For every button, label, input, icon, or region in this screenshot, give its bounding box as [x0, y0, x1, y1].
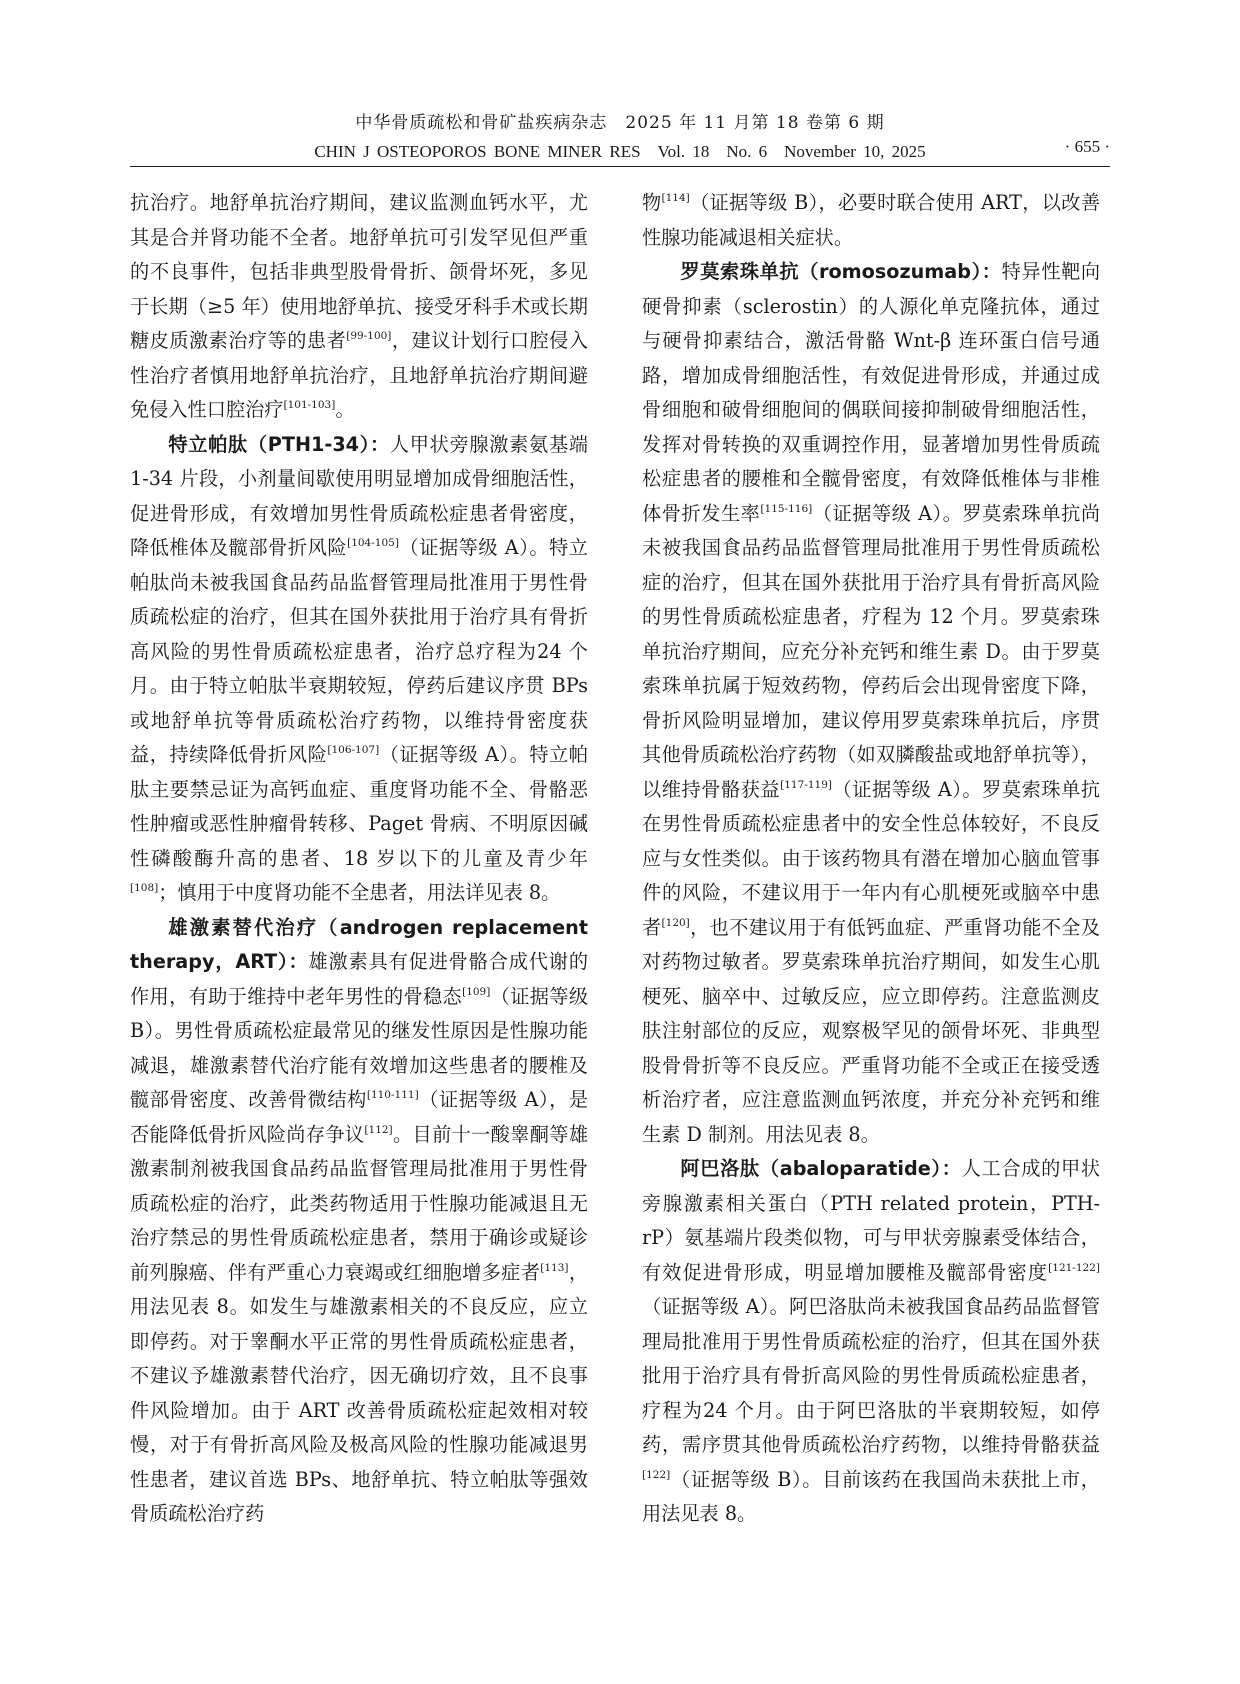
journal-title-en: CHIN J OSTEOPOROS BONE MINER RES Vol. 18 No. 6 November 10, 2025 [314, 142, 926, 161]
citation: [108] [130, 882, 159, 894]
paragraph-androgen-replacement [130, 911, 588, 1532]
body-text: 特异性靶向硬骨抑素（sclerostin）的人源化单克隆抗体，通过与硬骨抑素结合，激活骨骼 Wnt-β 连环蛋白信号通路，增加成骨细胞活性，有效促进骨形成，并通过成骨细胞和破骨细胞间的偶联间接抑制破骨细胞活性，发挥对骨转换的双重调控作用，显著增加男性骨质疏松症患者的腰椎和全髋骨密度，有效降低椎体与非椎体骨折发生率 [642, 260, 1101, 525]
citation: [110-111] [366, 1089, 419, 1101]
section-heading-teriparatide: 特立帕肽（PTH1-34）： [168, 432, 390, 456]
journal-title-cn: 中华骨质疏松和骨矿盐疾病杂志 2025 年 11 月第 18 卷第 6 期 [355, 113, 885, 133]
section-heading-art: 雄激素替代治疗（androgen replacement therapy，ART）： [130, 915, 588, 973]
paragraph-teriparatide [130, 428, 588, 911]
body-text: （证据等级 A）。罗莫索珠单抗尚未被我国食品药品监督管理局批准用于男性骨质疏松症的治疗，但其在国外获批用于治疗具有骨折高风险的男性骨质疏松症患者，疗程为 12 个月。罗莫索珠单抗治疗期间，应充分补充钙和维生素 D。由于罗莫索珠单抗属于短效药物，停药后会出现骨密度下降，骨折风险明显增加，建议停用罗莫索珠单抗后，序贯其他骨质疏松治疗药物（如双膦酸盐或地舒单抗等），以维持骨骼获益 [642, 501, 1101, 801]
body-text: 。目前十一酸睾酮等雄激素制剂被我国食品药品监督管理局批准用于男性骨质疏松症的治疗，此类药物适用于性腺功能减退且无治疗禁忌的男性骨质疏松症患者，禁用于确诊或疑诊前列腺癌、伴有严重心力衰竭或红细胞增多症者 [130, 1122, 589, 1284]
citation: [101-103] [283, 399, 336, 411]
citation: [109] [462, 985, 491, 998]
body-text: （证据等级 A）。特立帕肽尚未被我国食品药品监督管理局批准用于男性骨质疏松症的治疗，但其在国外获批用于治疗具有骨折高风险的男性骨质疏松症患者，治疗总疗程为24 个月。由于特立帕肽半衰期较短，停药后建议序贯 BPs 或地舒单抗等骨质疏松治疗药物，以维持骨密度获益，持续降低骨折风险 [130, 536, 588, 766]
citation: [113] [540, 1261, 569, 1274]
citation: [120] [661, 916, 690, 929]
left-column [130, 186, 588, 1532]
body-text: 雄激素具有促进骨骼合成代谢的作用，有助于维持中老年男性的骨稳态 [130, 950, 589, 1008]
citation: [114] [661, 192, 690, 204]
citation: [115-116] [760, 502, 813, 515]
body-text: （证据等级 B），必要时联合使用 ART，以改善性腺功能减退相关症状。 [642, 191, 1101, 249]
paragraph-abaloparatide [642, 1152, 1100, 1532]
running-header [130, 104, 1110, 170]
paragraph-art-continued [642, 186, 1100, 255]
section-heading-romosozumab: 罗莫索珠单抗（romosozumab）： [680, 260, 1002, 283]
citation: [106-107] [327, 744, 380, 756]
paragraph-romosozumab [642, 255, 1100, 1152]
body-text: 人工合成的甲状旁腺激素相关蛋白（PTH related protein，PTH-rP）氨基端片段类似物，可与甲状旁腺素受体结合，有效促进骨形成，明显增加腰椎及髋部骨密度 [642, 1157, 1101, 1284]
page-number: · 655 · [1064, 137, 1110, 156]
body-text: （证据等级 A）。阿巴洛肽尚未被我国食品药品监督管理局批准用于男性骨质疏松症的治疗，但其在国外获批用于治疗具有骨折高风险的男性骨质疏松症患者，疗程为24 个月。由于阿巴洛肽的半衰期较短，如停药，需序贯其他骨质疏松治疗药物，以维持骨骼获益 [642, 1295, 1100, 1456]
body-text: ，也不建议用于有低钙血症、严重肾功能不全及对药物过敏者。罗莫索珠单抗治疗期间，如发生心肌梗死、脑卒中、过敏反应，应立即停药。注意监测皮肤注射部位的反应，观察极罕见的颌骨坏死、非典型股骨骨折等不良反应。严重肾功能不全或正在接受透析治疗者，应注意监测血钙浓度，并充分补充钙和维生素 D 制剂。用法见表 8。 [642, 915, 1101, 1146]
body-text: ，用法见表 8。如发生与雄激素相关的不良反应，应立即停药。对于睾酮水平正常的男性骨质疏松症患者，不建议予雄激素替代治疗，因无确切疗效，且不良事件风险增加。由于 ART 改善骨质疏松症起效相对较慢，对于有骨折高风险及极高风险的性腺功能减退男性患者，建议首选 BPs、地舒单抗、特立帕肽等强效骨质疏松治疗药 [130, 1260, 589, 1525]
citation: [112] [364, 1123, 393, 1136]
section-heading-abaloparatide: 阿巴洛肽（abaloparatide）： [680, 1157, 962, 1180]
body-text: 。 [335, 398, 355, 421]
body-text: ，建议计划行口腔侵入性治疗者慎用地舒单抗治疗，且地舒单抗治疗期间避免侵入性口腔治疗 [130, 329, 589, 421]
body-text: ；慎用于中度肾功能不全患者，用法详见表 8。 [158, 881, 561, 904]
citation: [104-105] [347, 537, 399, 549]
body-text: （证据等级 B）。目前该药在我国尚未获批上市，用法见表 8。 [642, 1467, 1100, 1525]
citation: [121-122] [1048, 1261, 1100, 1274]
body-text: （证据等级 A）。罗莫索珠单抗在男性骨质疏松症患者中的安全性总体较好，不良反应与女性类似。由于该药物具有潜在增加心脑血管事件的风险，不建议用于一年内有心肌梗死或脑卒中患者 [642, 777, 1101, 939]
right-column [642, 186, 1100, 1532]
citation: [117-119] [780, 778, 832, 791]
body-text: （证据等级 B）。男性骨质疏松症最常见的继发性原因是性腺功能减退，雄激素替代治疗能有效增加这些患者的腰椎及髋部骨密度、改善骨微结构 [130, 984, 589, 1111]
body-text: （证据等级 A），是否能降低骨折风险尚存争议 [130, 1088, 589, 1146]
body-text: 人甲状旁腺激素氨基端 1-34 片段，小剂量间歇使用明显增加成骨细胞活性，促进骨形成，有效增加男性骨质疏松症患者骨密度，降低椎体及髋部骨折风险 [130, 432, 589, 559]
citation: [99-100] [346, 330, 392, 342]
body-text: 抗治疗。地舒单抗治疗期间，建议监测血钙水平，尤其是合并肾功能不全者。地舒单抗可引发罕见但严重的不良事件，包括非典型股骨骨折、颌骨坏死，多见于长期（≥5 年）使用地舒单抗、接受牙科手术或长期糖皮质激素治疗等的患者 [130, 191, 588, 352]
body-text: 物 [642, 191, 662, 214]
paragraph-denosumab-continued [130, 186, 588, 428]
body-text: （证据等级 A）。特立帕肽主要禁忌证为高钙血症、重度肾功能不全、骨骼恶性肿瘤或恶性肿瘤骨转移、Paget 骨病、不明原因碱性磷酸酶升高的患者、18 岁以下的儿童及青少年 [130, 743, 588, 870]
citation: [122] [642, 1468, 671, 1481]
header-rule [130, 166, 1110, 167]
